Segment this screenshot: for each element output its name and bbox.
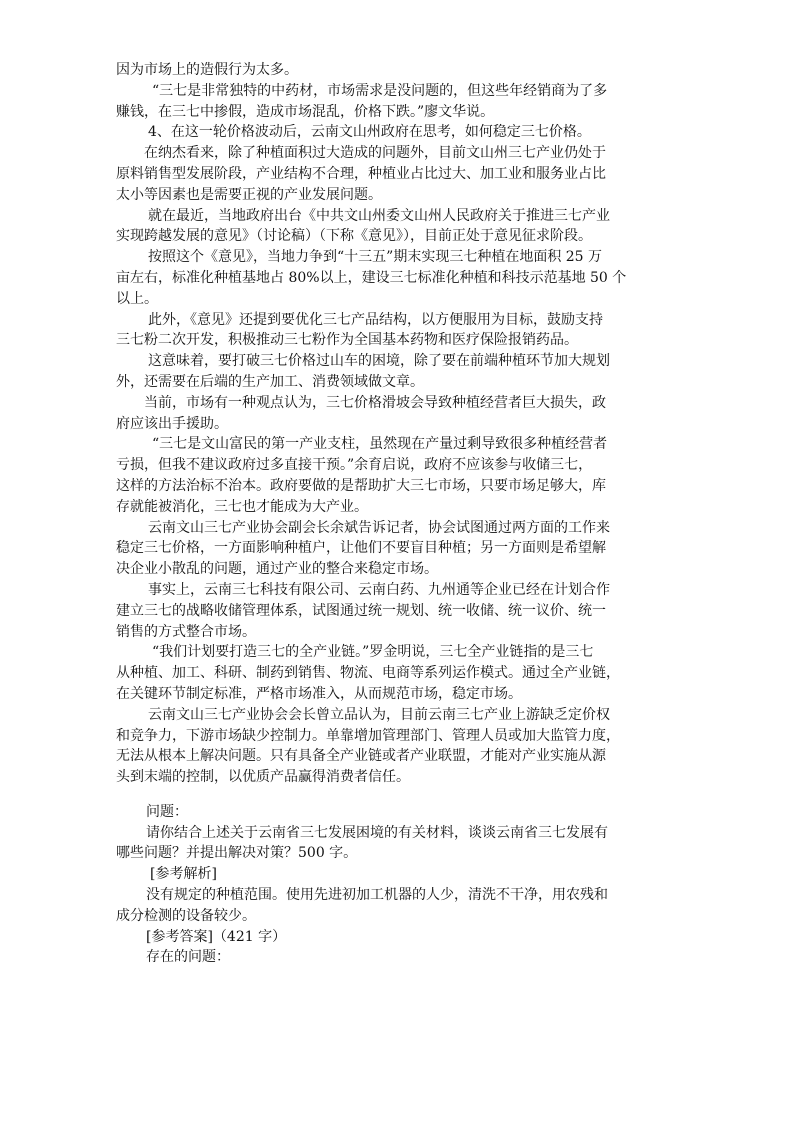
text-line: 这样的方法治标不治本。政府要做的是帮助扩大三七市场，只要市场足够大，库 — [116, 477, 606, 494]
paragraph — [116, 247, 627, 309]
text-line: 此外，《意见》还提到要优化三七产品结构，以方便服用为目标，鼓励支持 — [148, 311, 603, 328]
text-line: 头到末端的控制，以优质产品赢得消费者信任。 — [116, 769, 410, 786]
text-line: 府应该出手援助。 — [116, 415, 228, 432]
text-line: 原料销售型发展阶段，产业结构不合理，种植业占比过大、加工业和服务业占比 — [116, 165, 606, 182]
paragraph — [116, 143, 624, 205]
text-line: 存就能被消化，三七也才能成为大产业。 — [116, 498, 368, 515]
paragraph — [116, 705, 624, 788]
text-line: 4、在这一轮价格波动后，云南文山州政府在思考，如何稳定三七价格。 — [148, 124, 591, 141]
paragraph — [116, 310, 624, 352]
text-line: 云南文山三七产业协会会长曾立品认为，目前云南三七产业上游缺乏定价权 — [148, 706, 610, 723]
paragraph — [116, 823, 624, 865]
text-line: 请你结合上述关于云南省三七发展困境的有关材料，谈谈云南省三七发展有 — [146, 824, 608, 841]
paragraph — [116, 206, 624, 248]
text-line: “我们计划要打造三七的全产业链。”罗金明说，三七全产业链指的是三七 — [152, 644, 594, 661]
paragraph — [116, 351, 624, 393]
text-line: 以上。 — [116, 290, 158, 307]
text-line: 没有规定的种植范围。使用先进初加工机器的人少，清洗不干净，用农残和 — [146, 887, 608, 904]
text-line: 这意味着，要打破三七价格过山车的困境，除了要在前端种植环节加大规划 — [148, 353, 610, 370]
text-line: 在纳杰看来，除了种植面积过大造成的问题外，目前文山州三七产业仍处于 — [144, 145, 606, 162]
paragraph — [116, 864, 624, 885]
text-line: “三七是文山富民的第一产业支柱，虽然现在产量过剩导致很多种植经营者 — [152, 436, 608, 453]
section-spacer — [116, 788, 624, 802]
text-line: 从种植、加工、科研、制药到销售、物流、电商等系列运作模式。通过全产业链， — [116, 665, 620, 682]
text-line: 在关键环节制定标准，严格市场准入，从而规范市场，稳定市场。 — [116, 685, 522, 702]
text-line: 稳定三七价格，一方面影响种植户，让他们不要盲目种植；另一方面则是希望解 — [116, 540, 606, 557]
text-line: 存在的问题： — [146, 949, 230, 966]
text-line: 哪些问题？并提出解决对策？500 字。 — [116, 845, 358, 862]
text-line: 成分检测的设备较少。 — [116, 907, 256, 924]
text-line: 外，还需要在后端的生产加工、消费领域做文章。 — [116, 373, 424, 390]
paragraph — [116, 60, 624, 81]
paragraph — [116, 81, 624, 123]
paragraph — [116, 642, 624, 704]
text-line: 按照这个《意见》，当地力争到“十三五”期末实现三七种植在地面积 25 万 — [148, 249, 603, 266]
paragraph — [116, 122, 624, 143]
paragraph — [116, 580, 624, 642]
text-line: 和竞争力，下游市场缺少控制力。单靠增加管理部门、管理人员或加大监管力度， — [116, 727, 620, 744]
text-line: 三七粉二次开发，积极推动三七粉作为全国基本药物和医疗保险报销药品。 — [116, 332, 578, 349]
document-body — [116, 60, 627, 968]
paragraph — [116, 947, 624, 968]
text-line: 云南文山三七产业协会副会长余斌告诉记者，协会试图通过两方面的工作来 — [148, 519, 610, 536]
paragraph — [116, 518, 624, 580]
paragraph — [116, 434, 624, 517]
text-line: 事实上，云南三七科技有限公司、云南白药、九州通等企业已经在计划合作 — [148, 581, 610, 598]
text-line: [参考解析] — [150, 866, 217, 883]
text-line: 实现跨越发展的意见》（讨论稿）（下称《意见》），目前正处于意见征求阶段。 — [116, 228, 592, 245]
text-line: 亩左右，标准化种植基地占 80%以上，建设三七标准化种植和科技示范基地 50 个 — [116, 269, 627, 286]
text-line: 决企业小散乱的问题，通过产业的整合来稳定市场。 — [116, 561, 438, 578]
text-line: 因为市场上的造假行为太多。 — [116, 62, 298, 78]
text-line: 赚钱，在三七中掺假，造成市场混乱，价格下跌。”廖文华说。 — [116, 103, 495, 120]
text-line: 亏损，但我不建议政府过多直接干预。”余育启说，政府不应该参与收储三七， — [116, 457, 593, 474]
text-line: 太小等因素也是需要正视的产业发展问题。 — [116, 186, 382, 203]
paragraph — [116, 927, 624, 948]
text-line: 就在最近，当地政府出台《中共文山州委文山州人民政府关于推进三七产业 — [148, 207, 610, 224]
text-line: 建立三七的战略收储管理体系，试图通过统一规划、统一收储、统一议价、统一 — [116, 602, 606, 619]
paragraph — [116, 802, 624, 823]
paragraph — [116, 885, 624, 927]
text-line: [参考答案]（421 字） — [146, 928, 287, 945]
text-line: 销售的方式整合市场。 — [116, 623, 256, 640]
paragraph — [116, 393, 624, 435]
text-line: 无法从根本上解决问题。只有具备全产业链或者产业联盟，才能对产业实施从源 — [116, 748, 606, 765]
text-line: 当前，市场有一种观点认为，三七价格滑坡会导致种植经营者巨大损失，政 — [144, 394, 606, 411]
text-line: 问题： — [146, 803, 188, 820]
text-line: “三七是非常独特的中药材，市场需求是没问题的，但这些年经销商为了多 — [152, 82, 608, 99]
